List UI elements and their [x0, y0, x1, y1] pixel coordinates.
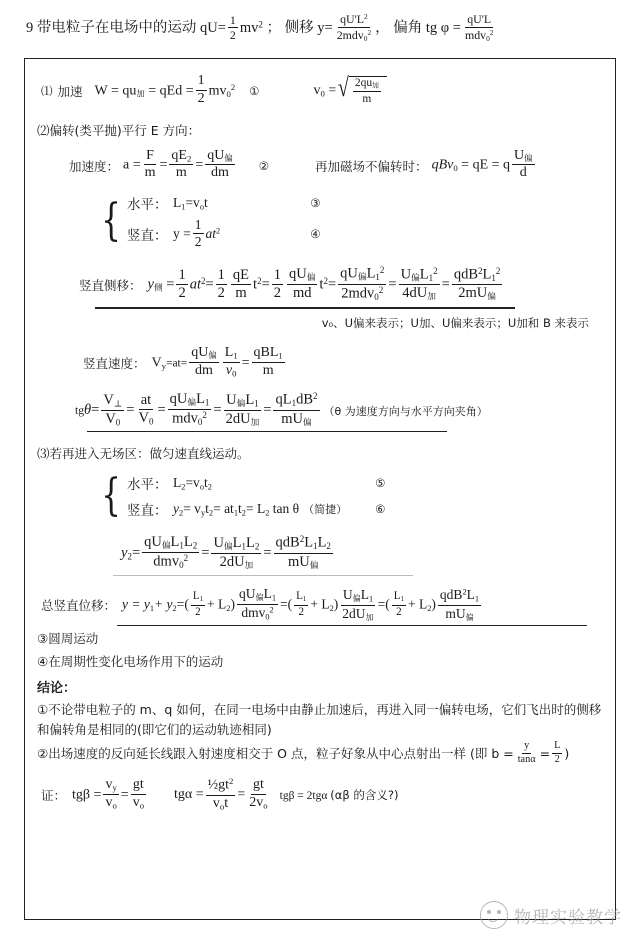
- tag-6: ⑥: [375, 504, 386, 517]
- frac-half-2: $\frac{1}{2}$: [197, 73, 205, 106]
- section1-label: 加速: [57, 84, 83, 100]
- frac-t2: $\frac{1}{2}$: [217, 266, 225, 301]
- vy-label: 竖直速度：: [83, 355, 146, 371]
- representation-note: v₀、U偏来表示；U加、U偏来表示；U加和 B 来表示: [321, 315, 589, 330]
- frac-tot-1: $\frac{qU偏L_1}{dmv_0^2}$: [238, 586, 277, 622]
- accel-label: 加速度：: [69, 158, 120, 174]
- brace-group-deflection: [35, 184, 605, 257]
- proof-relation: tgβ = 2tgα (αβ 的含义?): [279, 788, 399, 803]
- row-label: 水平：: [127, 477, 168, 494]
- section2-title: ⑵偏转(类平抛)平行 E 方向：: [37, 123, 201, 139]
- heading-sep-2: ，: [375, 19, 390, 36]
- lateral-displacement-row: [35, 257, 605, 305]
- tag-1: ①: [249, 86, 260, 99]
- brace-row-horizontal-2: [127, 470, 385, 496]
- brace-row-note: （简捷）: [303, 503, 348, 517]
- section1-v0: $v_0$ = √ $\frac{\text{2qu加}}{m}$: [313, 76, 386, 106]
- proof-beta-equation: tgβ = $\frac{v_y}{v_o}$ = $\frac{gt}{v_o}$: [72, 777, 145, 811]
- list-item: ④在周期性变化电场作用下的运动: [37, 653, 224, 669]
- total-label: 总竖直位移：: [41, 598, 117, 614]
- panda-face-logo-icon: [480, 901, 508, 929]
- frac-L1-2-a: $\frac{L_1}{2}$: [192, 590, 204, 618]
- frac-y2-2: $\frac{U偏L_1L_2}{\text{2dU加}}$: [213, 534, 260, 571]
- frac-qU-dm-2: $\frac{\text{qU偏}}{dm}$: [191, 344, 217, 378]
- frac-tg5: $\frac{qL_1dB^2}{\text{mU偏}}$: [275, 391, 318, 428]
- frac-angle: $\frac{qU'L}{mdv_0^2}$: [464, 12, 494, 43]
- brace-group-fieldfree: [35, 464, 605, 526]
- frac-y2-1: $\frac{qU偏L_1L_2}{dmv_0^2}$: [144, 534, 198, 571]
- lateral-equation: y侧 = $\frac{1}{2}$ $at^2=$ $\frac{1}{2}$ $\frac{qE}{m}$ $t^2=$ $\frac{1}{2}$ $\frac{\text{qU偏}}{md}$ $t^2=$ $\frac{qU偏L_1^2}{2mdv_0^2}$ = $\frac{U偏L_1^2}{\text{4dU加}}$ = $\frac{qdB^2L_1^2}{\text{2mU偏}}$: [147, 265, 501, 303]
- heading-eq-angle: tg φ = $\frac{qU'L}{mdv_0^2}$: [425, 12, 494, 43]
- vy-equation: $V_y=at=$ $\frac{\text{qU偏}}{dm}$ $\frac{L_1}{v_0}$ = $\frac{qBL_1}{m}$: [151, 344, 283, 379]
- frac-half: $\frac{1}{2}$: [229, 12, 236, 43]
- proof-row: [35, 766, 605, 812]
- page-heading: [0, 0, 640, 53]
- total-displacement-row: [35, 576, 605, 623]
- section3-title: ⑶若再进入无场区：做匀速直线运动。: [37, 446, 250, 462]
- frac-qU-md: $\frac{\text{qU偏}}{md}$: [289, 266, 316, 302]
- tangent-note: （θ 为速度方向与水平方向夹角）: [323, 404, 488, 418]
- heading-eq-lateral: y= $\frac{qU'L^2}{2mdv_0^2}$: [317, 12, 372, 43]
- tag-2: ②: [258, 160, 270, 173]
- watermark: [480, 901, 622, 929]
- row-equation: y = $\frac{1}{2}$ $at^2$: [173, 216, 221, 250]
- total-equation: $y = y_1+ y_2=$( $\frac{L_1}{2}$ + $L_2$) $\frac{qU偏L_1}{dmv_0^2}$ =( $\frac{L_1}{2}$ + $L_2$) $\frac{U偏L_1}{\text{2dU加}}$ =( $\frac{L_1}{2}$ + $L_2$) $\frac{qdB^2L_1}{\text{mU偏}}$: [122, 586, 480, 622]
- section1-equation: W = qu加 = qEd = $\frac{1}{2}$ $mv_0^2$: [94, 73, 236, 106]
- tag-3: ③: [310, 197, 321, 210]
- frac-t6: $\frac{qdB^2L_1^2}{\text{2mU偏}}$: [453, 265, 501, 303]
- frac-Vperp-V0: $\frac{V_\perp}{V_0}$: [103, 391, 123, 428]
- frac-tg4: $\frac{U偏L_1}{\text{2dU加}}$: [225, 391, 260, 428]
- row-label: 水平：: [127, 196, 168, 213]
- row-label: 竖直：: [127, 503, 168, 520]
- frac-gt-vo: $\frac{gt}{v_o}$: [132, 777, 145, 811]
- y2-equation: $y_2=$ $\frac{qU偏L_1L_2}{dmv_0^2}$ = $\frac{U偏L_1L_2}{\text{2dU加}}$ = $\frac{qdB^2L_1L_2}{\text{mU偏}}$: [121, 534, 331, 571]
- frac-F-m: $\frac{F}{m}$: [144, 147, 156, 181]
- section1-marker: ⑴: [41, 84, 53, 99]
- frac-at-V0: $\frac{at}{V_0}$: [138, 392, 154, 427]
- y2-formula-row: [35, 526, 605, 572]
- frac-t5: $\frac{U偏L_1^2}{\text{4dU加}}$: [400, 265, 438, 303]
- frac-half-3: $\frac{1}{2}$: [194, 216, 202, 250]
- magnetic-label: 再加磁场不偏转时：: [315, 158, 428, 174]
- frac-qE-m-2: $\frac{qE}{m}$: [232, 266, 250, 301]
- frac-y-tana: $\frac{y}{\tan\alpha}$: [517, 740, 536, 765]
- frac-v0: $\frac{\text{2qu加}}{m}$: [354, 76, 379, 105]
- frac-L1-v0: $\frac{L_1}{v_0}$: [224, 344, 238, 379]
- row-equation: $L_2=v_ot_2$: [173, 475, 212, 492]
- vertical-velocity-row: [35, 333, 605, 381]
- frac-U-d: $\frac{\text{U偏}}{d}$: [514, 147, 533, 181]
- brace-row-vertical-2: [127, 496, 385, 522]
- conclusion-point-2: ②出场速度的反向延长线跟入射速度相交于 O 点，粒子好象从中心点射出一样 (即 b = $\frac{y}{\tan\alpha}$ = $\frac{L}{2}$ ): [37, 740, 570, 765]
- section-acceleration: [35, 69, 605, 111]
- frac-t4: $\frac{qU偏L_1^2}{2mdv_0^2}$: [340, 265, 385, 303]
- brace-row-horizontal: [127, 190, 321, 216]
- frac-y2-3: $\frac{qdB^2L_1L_2}{\text{mU偏}}$: [275, 534, 331, 571]
- tag-5: ⑤: [375, 478, 386, 491]
- frac-t1: $\frac{1}{2}$: [178, 266, 186, 301]
- sqrt-symbol: √ $\frac{\text{2qu加}}{m}$: [336, 76, 387, 106]
- magnetic-equation: qBv$_0$ = qE = q $\frac{\text{U偏}}{d}$: [431, 147, 533, 181]
- left-brace: {: [101, 195, 121, 247]
- heading-label-lateral: 侧移: [284, 19, 314, 36]
- proof-label: 证：: [41, 788, 67, 804]
- tangent-equation: tgθ= $\frac{V_\perp}{V_0}$ = $\frac{at}{V_0}$ = $\frac{qU偏L_1}{mdv_0^2}$ = $\frac{U偏L_1}{\text{2dU加}}$ = $\frac{qL_1dB^2}{\text{mU偏}}$: [75, 391, 318, 428]
- brace-row-vertical: [127, 216, 321, 253]
- frac-tg3: $\frac{qU偏L_1}{mdv_0^2}$: [169, 391, 210, 428]
- tangent-theta-row: [35, 381, 605, 429]
- frac-qE-m: $\frac{qE_2}{m}$: [171, 147, 192, 181]
- frac-L1-2-c: $\frac{L_1}{2}$: [393, 590, 404, 618]
- row-label: 竖直：: [127, 228, 168, 245]
- frac-L-2: $\frac{L}{2}$: [554, 740, 561, 765]
- frac-tot-3: $\frac{qdB^2L_1}{\text{mU偏}}$: [439, 586, 480, 622]
- frac-t3: $\frac{1}{2}$: [273, 266, 281, 301]
- tag-4: ④: [310, 229, 321, 242]
- heading-label-angle: 偏角: [393, 19, 423, 36]
- frac-qBL1-m: $\frac{qBL_1}{m}$: [253, 344, 283, 378]
- heading-number: 9: [26, 19, 34, 36]
- conclusion-heading: 结论：: [37, 680, 77, 696]
- frac-gt-2vo: $\frac{gt}{2v_o}$: [249, 777, 268, 811]
- acceleration-formula-row: [35, 141, 605, 183]
- heading-sep-1: ；: [266, 19, 281, 36]
- frac-L1-2-b: $\frac{L_1}{2}$: [296, 590, 307, 618]
- accel-equation: a = $\frac{F}{m}$ = $\frac{qE_2}{m}$ = $\frac{\text{qU偏}}{dm}$: [123, 147, 233, 181]
- row-equation: $y_2= v_yt_2= at_1t_2= L_2$ tan θ: [173, 501, 300, 518]
- frac-tot-2: $\frac{U偏L_1}{\text{2dU加}}$: [342, 586, 374, 622]
- proof-alpha-equation: tgα = $\frac{\frac{1}{2}gt^2}{v_ot}$ = $\frac{gt}{2v_o}$: [174, 776, 268, 811]
- watermark-text: 物理实验教学: [514, 907, 622, 928]
- content-box: [24, 58, 616, 920]
- frac-halfgt2-vot: $\frac{\frac{1}{2}gt^2}{v_ot}$: [207, 776, 234, 811]
- frac-qU-dm: $\frac{\text{qU偏}}{dm}$: [207, 147, 233, 181]
- heading-title: 带电粒子在电场中的运动: [36, 19, 197, 36]
- heading-eq-work: qU= $\frac{1}{2}$ $mv^2$: [200, 12, 263, 43]
- frac-vy-vo: $\frac{v_y}{v_o}$: [105, 777, 117, 811]
- frac-lateral: $\frac{qU'L^2}{2mdv_0^2}$: [336, 12, 372, 43]
- row-equation: $L_1=v_ot$: [173, 194, 208, 211]
- list-item: ③圆周运动: [37, 631, 99, 647]
- conclusion-point-1: ①不论带电粒子的 m、q 如何，在同一电场中由静止加速后，再进入同一偏转电场，它们飞出时的侧移和偏转角是相同的(即它们的运动轨迹相同): [37, 701, 602, 737]
- left-brace: {: [101, 470, 121, 522]
- lateral-label: 竖直侧移：: [79, 278, 142, 294]
